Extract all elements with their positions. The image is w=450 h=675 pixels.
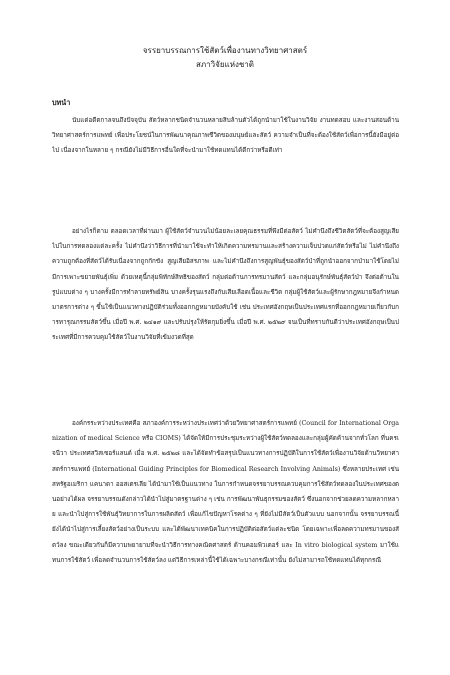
section-heading: บทนำ <box>52 98 71 107</box>
paragraph-intro: นับแต่อดีตกาลจนถึงปัจจุบัน สัตว์หลากชนิดจำนวนหลายสิบล้านตัวได้ถูกนำมาใช้ในงานวิจัย งานทดสอบ และงานสอนด้านวิทยาศาสตร์การแพทย์ เพื่อประโยชน์ในการพัฒนาคุณภาพชีวิตของมนุษย์และสัตว์ ความจำเป็นที่จะต้องใช้สัตว์เพื่อการนี้ยังมีอยู่ต่อไป เนื่องจากในหลาย ๆ กรณียังไม่มีวิธีการอื่นใดที่จะนำมาใช้ทดแทนได้ดีกว่าหรือดีเท่า <box>52 117 399 155</box>
paragraph-history: อย่างไรก็ตาม ตลอดเวลาที่ผ่านมา ผู้ใช้สัตว์จำนวนไม่น้อยละเลยคุณธรรมที่พึงมีต่อสัตว์ ไม่คำนึงถึงชีวิตสัตว์ที่จะต้องสูญเสียไปในการทดลองแต่ละครั้ง ไม่คำนึงว่าวิธีการที่นำมาใช้จะทำให้เกิดความทรมานและสร้างความเจ็บปวดแก่สัตว์หรือไม่ ไม่คำนึงถึงความถูกต้องที่สัตว์ได้รับเนื่องจากถูกกักขัง สูญเสียอิสรภาพ และไม่คำนึงถึงการสูญพันธุ์ของสัตว์ป่าที่ถูกนำออกจากป่ามาใช้โดยไม่มีการเพาะขยายพันธุ์เพิ่ม ด้วยเหตุนี้กลุ่มพิทักษ์สิทธิของสัตว์ กลุ่มต่อต้านการทรมานสัตว์ และกลุ่มอนุรักษ์พันธุ์สัตว์ป่า จึงต่อต้านในรูปแบบต่าง ๆ บางครั้งมีการทำลายทรัพย์สิน บางครั้งรุนแรงถึงกับเสียเลือดเนื้อและชีวิต กลุ่มผู้ใช้สัตว์และผู้รักษากฎหมายจึงกำหนดมาตรการต่าง ๆ ขึ้นใช้เป็นแนวทางปฏิบัติร่วมทั้งออกกฎหมายบังคับใช้ เช่น ประเทศอังกฤษเป็นประเทศแรกที่ออกกฎหมายเกี่ยวกับการทารุณกรรมสัตว์ขึ้น เมื่อปี พ.ศ. ๒๔๑๙ และปรับปรุงให้รัดกุมยิ่งขึ้น เมื่อปี พ.ศ. ๒๕๒๙ จนเป็นที่ทราบกันดีว่าประเทศอังกฤษเป็นประเทศที่มีการควบคุมใช้สัตว์ในงานวิจัยที่เข้มงวดที่สุด <box>52 228 399 342</box>
document-subtitle: สภาวิจัยแห่งชาติ <box>196 60 254 69</box>
document-title: จรรยาบรรณการใช้สัตว์เพื่องานทางวิทยาศาสตร์ <box>142 46 308 55</box>
paragraph-cioms: องค์กรระหว่างประเทศคือ สภาองค์การระหว่างประเทศว่าด้วยวิทยาศาสตร์การแพทย์ (Council for International Organization of medical Science หรือ CIOMS) ได้จัดให้มีการประชุมระหว่างผู้ใช้สัตว์ทดลองและกลุ่มผู้คัดค้านจากทั่วโลก ที่นครเจนีวา ประเทศสวิสเซอร์แลนด์ เมื่อ พ.ศ. ๒๕๒๘ และได้จัดทำข้อสรุปเป็นแนวทางการปฏิบัติในการใช้สัตว์เพื่องานวิจัยด้านวิทยาศาสตร์การแพทย์ (International Guiding Principles for Biomedical Research Involving Animals) ซึ่งหลายประเทศ เช่น สหรัฐอเมริกา แคนาดา ออสเตรเลีย ได้นำมาใช้เป็นแนวทาง ในการกำหนดจรรยาบรรณควบคุมการใช้สัตว์ทดลองในประเทศของตนอย่างได้ผล จรรยาบรรณดังกล่าวได้นำไปสู่มาตรฐานต่าง ๆ เช่น การพัฒนาพันธุกรรมของสัตว์ ซึ่งนอกจากช่วยลดความหลากหลาย และนำไปสู่การใช้พันธุ์วิทยาการในการผลิตสัตว์ เพื่อแก้ไขปัญหาโรคต่าง ๆ ที่ยังไม่มีสัตว์เป็นตัวแบบ นอกจากนั้น จรรยาบรรณนี้ยังได้นำไปสู่การเลี้ยงสัตว์อย่างเป็นระบบ และได้พัฒนาเทคนิคในการปฏิบัติต่อสัตว์แต่ละชนิด โดยเฉพาะเพื่อลดความทรมานของสัตว์ลง ขณะเดียวกันก็มีความพยายามที่จะนำวิธีการทางคณิตศาสตร์ ด้านคอมพิวเตอร์ และ In vitro biological system มาใช้แทนการใช้สัตว์ เพื่อลดจำนวนการใช้สัตว์ลง แต่วิธีการเหล่านี้ใช้ได้เฉพาะบางกรณีเท่านั้น ยังไม่สามารถใช้ทดแทนได้ทุกกรณี <box>52 420 399 564</box>
